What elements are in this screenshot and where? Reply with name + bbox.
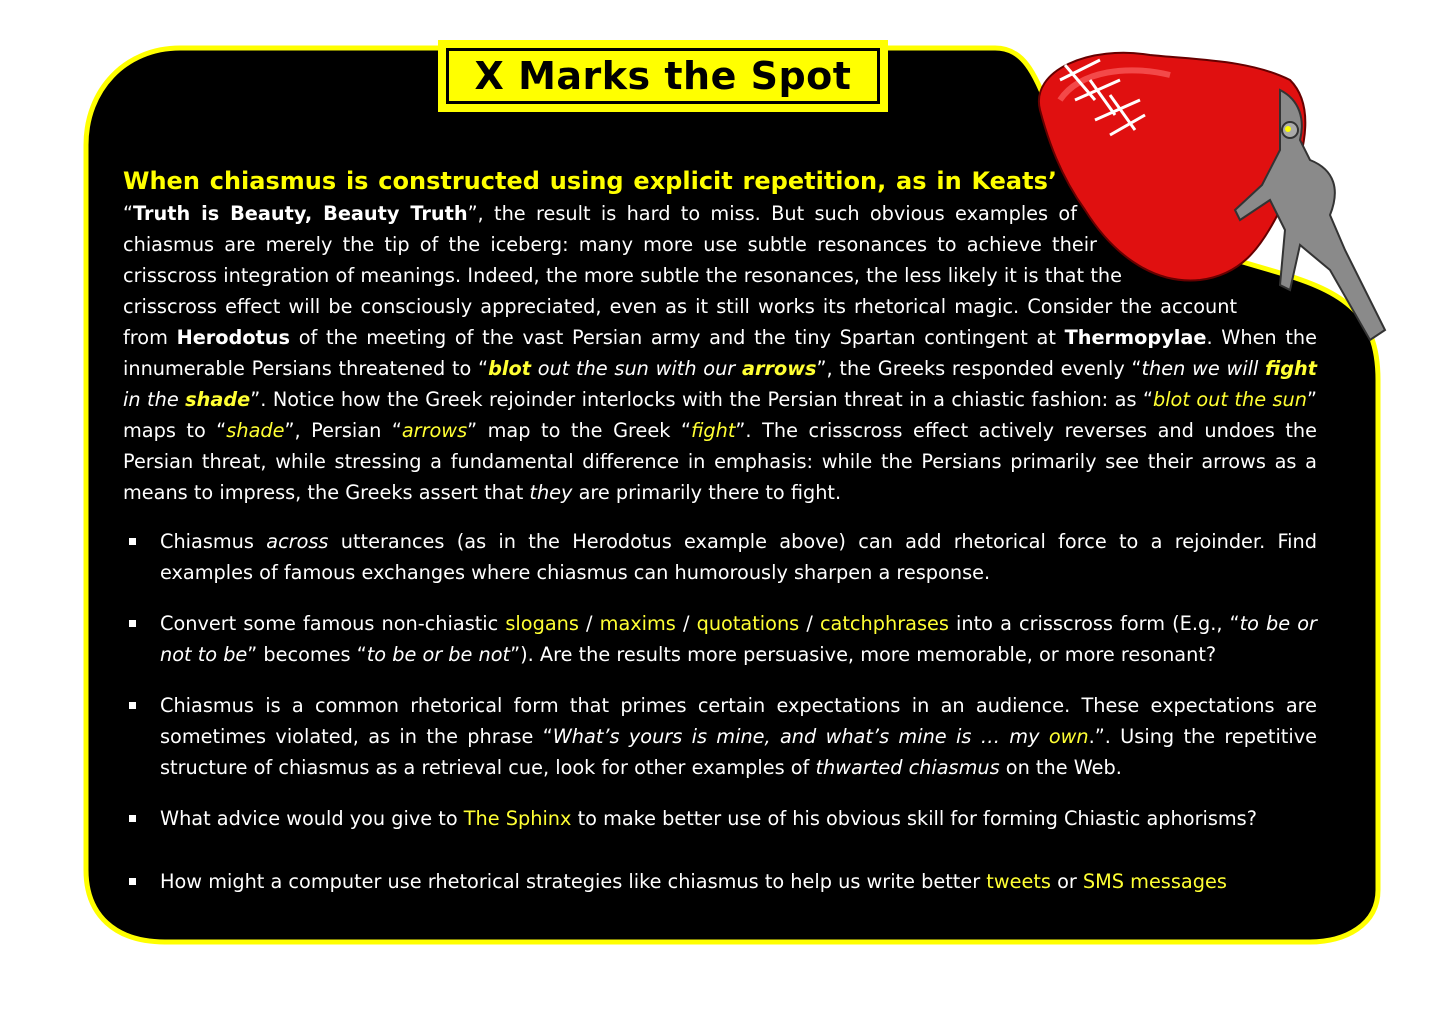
list-item (123, 608, 1317, 670)
list-item (123, 526, 1317, 588)
maxims-link[interactable]: maxims (599, 612, 676, 635)
title-banner (438, 40, 888, 112)
across-emphasis: across (266, 530, 329, 553)
keats-quote: Truth is Beauty, Beauty Truth (133, 202, 468, 225)
text-run: ” map to the Greek “ (467, 419, 691, 442)
text-run: of the meeting of the vast Persian army and the tiny Spartan contingent at (290, 326, 1065, 349)
text-run: ”). Are the results more persuasive, more memorable, or more resonant? (510, 643, 1217, 666)
text-run: Convert some famous non-chiastic (160, 612, 506, 635)
thermopylae: Thermopylae (1064, 326, 1207, 349)
text-run: How might a computer use rhetorical strategies like chiasmus to help us write better (160, 870, 987, 893)
page-title: X Marks the Spot (474, 54, 852, 98)
text-run: in the (123, 388, 186, 411)
arrows-highlight-2: arrows (401, 419, 468, 442)
sms-link[interactable]: SMS messages (1082, 870, 1227, 893)
text-run: .”. Using the repetitive structure of chiasmus as a retrieval cue, look for other examples of (160, 725, 1318, 779)
text-run: . When the innumerable Persians threatened to “ (123, 326, 1317, 380)
text-run: ”, Persian “ (284, 419, 402, 442)
arrows-highlight: arrows (741, 357, 817, 380)
fight-highlight-2: fight (690, 419, 736, 442)
text-run: Chiasmus (160, 530, 267, 553)
text-run: ” maps to “ (123, 388, 1318, 442)
they-emphasis: they (529, 481, 573, 504)
shade-highlight: shade (185, 388, 251, 411)
text-run: ”. Notice how the Greek rejoinder interlocks with the Persian threat in a chiastic fashion: as “ (250, 388, 1153, 411)
own-link[interactable]: own (1048, 725, 1089, 748)
text-run: or (1050, 870, 1083, 893)
text-run: ”, the result is hard to miss. But such obvious examples of chiasmus are merely the tip of the iceberg: many more use subtle resonances to achieve their crisscross integration of meanings. Indeed, the more subtle the resonances, the less likely it is that the crisscross effect will be consciously appreciated, even as it still works its rhetorical magic. Consider the account from (123, 202, 1237, 349)
text-run: ”. The crisscross effect actively reverses and undoes the Persian threat, while stressing a fundamental difference in emphasis: while the Persians primarily see their arrows as a means to impress, the Greeks assert that (123, 419, 1317, 504)
text-run: utterances (as in the Herodotus example above) can add rhetorical force to a rejoinder. Find examples of famous exchanges where chiasmus can humorously sharpen a response. (160, 530, 1317, 584)
list-item (123, 866, 1317, 897)
text-run: ” becomes “ (247, 643, 367, 666)
main-content (123, 166, 1317, 917)
text-run: / (675, 612, 697, 635)
intro-lead: When chiasmus is constructed using explicit repetition, as in Keats’ (123, 167, 1057, 195)
blot-highlight: blot (488, 357, 531, 380)
slogans-link[interactable]: slogans (505, 612, 579, 635)
text-run: then we will (1141, 357, 1266, 380)
fight-highlight: fight (1265, 357, 1317, 380)
phrase-quote: What’s yours is mine, and what’s mine is … my (552, 725, 1049, 748)
blot-out-sun-highlight: blot out the sun (1152, 388, 1308, 411)
tweets-link[interactable]: tweets (986, 870, 1051, 893)
text-run: are primarily there to fight. (572, 481, 842, 504)
sphinx-link[interactable]: The Sphinx (463, 807, 572, 830)
herodotus: Herodotus (176, 326, 290, 349)
text-run: Chiasmus is a common rhetorical form that primes certain expectations in an audience. These expectations are sometimes violated, as in the phrase “ (160, 694, 1317, 748)
text-run: / (578, 612, 600, 635)
text-run: into a crisscross form (E.g., “ (948, 612, 1240, 635)
tobe-quote: to be or not to be (160, 612, 1317, 666)
tobe-quote-2: to be or be not (366, 643, 511, 666)
catchphrases-link[interactable]: catchphrases (819, 612, 949, 635)
text-run: to make better use of his obvious skill for forming Chiastic aphorisms? (571, 807, 1257, 830)
text-run: on the Web. (999, 756, 1122, 779)
text-run: / (799, 612, 820, 635)
list-item (123, 690, 1317, 783)
text-run: ”, the Greeks responded evenly “ (816, 357, 1142, 380)
list-item (123, 803, 1317, 834)
shade-highlight-2: shade (226, 419, 285, 442)
question-list (123, 526, 1317, 897)
text-run: out the sun with our (530, 357, 742, 380)
quotations-link[interactable]: quotations (696, 612, 800, 635)
text-run: “ (123, 202, 133, 225)
thwarted-emphasis: thwarted chiasmus (815, 756, 1000, 779)
text-run: What advice would you give to (160, 807, 464, 830)
